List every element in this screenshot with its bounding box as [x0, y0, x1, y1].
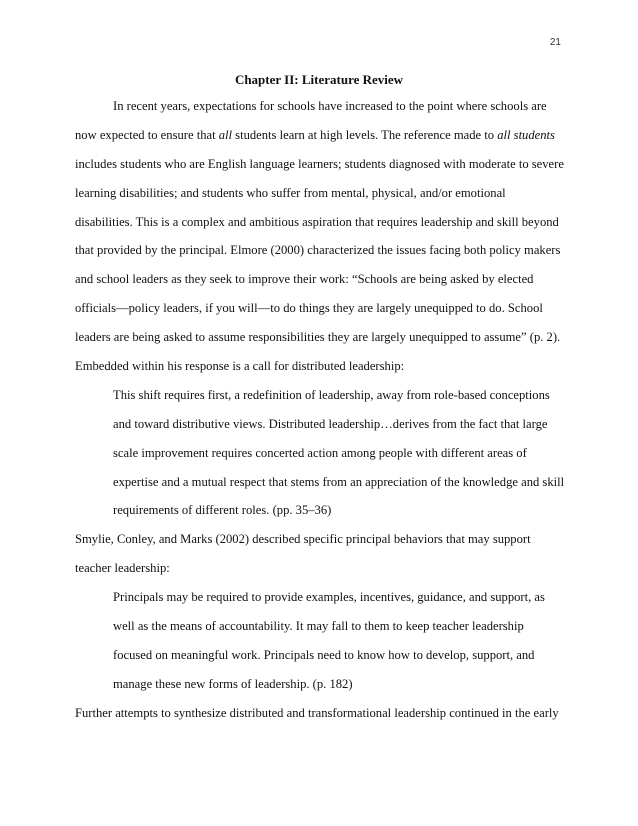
- page-number: 21: [549, 37, 561, 48]
- block-quote-line: expertise and a mutual respect that stems from an appreciation of the knowledge and skill: [113, 474, 565, 489]
- text-segment: students learn at high levels. The reference made to: [232, 127, 498, 142]
- text-line: learning disabilities; and students who suffer from mental, physical, and/or emotional: [75, 185, 506, 200]
- emphasis-all: all: [218, 127, 233, 142]
- text-line: that provided by the principal. Elmore (2000) characterized the issues facing both policy makers: [75, 243, 561, 258]
- text-segment: now expected to ensure that: [75, 127, 219, 142]
- text-line: includes students who are English language learners; students diagnosed with moderate to severe: [75, 156, 564, 171]
- emphasis-all-students: all students: [497, 127, 555, 142]
- text-line: In recent years, expectations for schools have increased to the point where schools are: [113, 99, 547, 113]
- text-line: leaders are being asked to assume responsibilities they are largely unequipped to assume” (p. 2).: [75, 330, 561, 345]
- block-quote-line: well as the means of accountability. It may fall to them to keep teacher leadership: [113, 619, 524, 634]
- text-line: officials—policy leaders, if you will—to do things they are largely unequipped to do. School: [75, 301, 543, 316]
- body-text: [75, 92, 575, 728]
- text-line: Further attempts to synthesize distributed and transformational leadership continued in the early: [75, 705, 559, 720]
- block-quote-line: Principals may be required to provide examples, incentives, guidance, and support, as: [113, 590, 545, 605]
- block-quote-line: This shift requires first, a redefinition of leadership, away from role-based conceptions: [113, 387, 550, 402]
- chapter-title: Chapter II: Literature Review: [234, 72, 404, 87]
- text-line: Embedded within his response is a call for distributed leadership:: [75, 359, 405, 374]
- block-quote-line: scale improvement requires concerted action among people with different areas of: [113, 445, 527, 460]
- text-line: disabilities. This is a complex and ambitious aspiration that requires leadership and skill beyond: [75, 214, 559, 229]
- block-quote-line: focused on meaningful work. Principals need to know how to develop, support, and: [113, 647, 535, 662]
- block-quote-line: requirements of different roles. (pp. 35–36): [113, 503, 332, 518]
- block-quote-line: manage these new forms of leadership. (p. 182): [113, 676, 353, 691]
- text-line: and school leaders as they seek to improve their work: “Schools are being asked by elected: [75, 272, 534, 287]
- text-line: teacher leadership:: [75, 561, 170, 576]
- text-line: Smylie, Conley, and Marks (2002) described specific principal behaviors that may support: [75, 532, 531, 547]
- text-line: [75, 121, 575, 150]
- block-quote-line: and toward distributive views. Distributed leadership…derives from the fact that large: [113, 416, 548, 431]
